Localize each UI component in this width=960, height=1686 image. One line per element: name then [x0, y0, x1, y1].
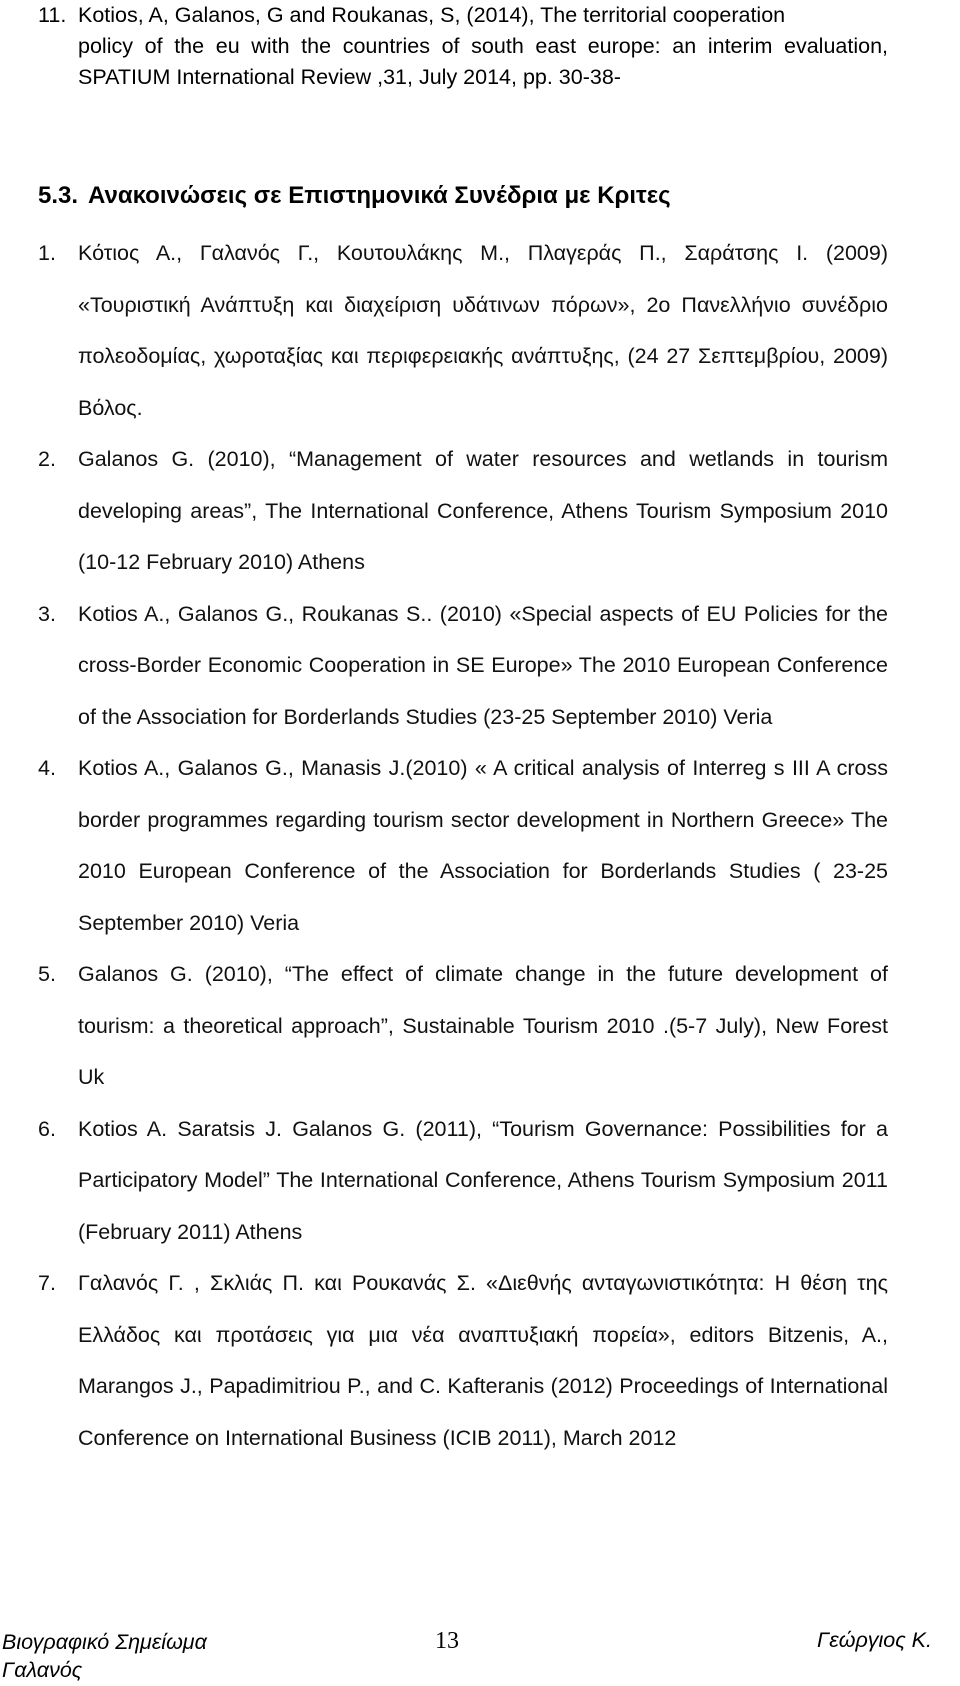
reference-number: 3. [38, 601, 56, 626]
section-title: Ανακοινώσεις σε Επιστημονικά Συνέδρια με Κριτες [88, 182, 671, 209]
footer-left-text: Βιογραφικό Σημείωμα Γαλανός [2, 1630, 207, 1682]
reference-list [38, 228, 888, 1464]
footer-right-text: Γεώργιος Κ. [817, 1628, 932, 1652]
reference-text: Γαλανός Γ. , Σκλιάς Π. και Ρουκανάς Σ. «Διεθνής ανταγωνιστικότητα: Η θέση της Ελλάδος και προτάσεις για μια νέα αναπτυξιακή πορεία», editors Bitzenis, A., Marangos J., Papadimitriou P., and C. Kafteranis (2012) Proceedings of International Conference on International Business (ICIB 2011), March 2012 [78, 1271, 888, 1450]
section-heading [38, 182, 671, 210]
reference-number: 4. [38, 756, 56, 780]
reference-text: Kotios A., Galanos G., Roukanas S.. (2010) «Special aspects of EU Policies for the cross-Border Economic Cooperation in SE Europe» The 2010 European Conference of the Association for Borderlands Studies (23-25 September 2010) Veria [78, 601, 888, 729]
previous-reference [38, 0, 888, 93]
reference-text-line: Kotios, A, Galanos, G and Roukanas, S, (2014), The territorial cooperation [78, 3, 786, 27]
reference-item [38, 949, 888, 1104]
page-number: 13 [435, 1628, 459, 1654]
reference-item [38, 743, 888, 949]
reference-number: 5. [38, 962, 56, 986]
reference-text: Galanos G. (2010), “The effect of climate change in the future development of tourism: a theoretical approach”, Sustainable Tourism 2010 .(5-7 July), New Forest Uk [78, 962, 888, 1089]
reference-item [38, 589, 888, 744]
reference-text: Galanos G. (2010), “Management of water resources and wetlands in tourism developing areas”, The International Conference, Athens Tourism Symposium 2010 (10-12 February 2010) Athens [78, 447, 888, 574]
reference-item [38, 228, 888, 434]
reference-text: Kotios A., Galanos G., Manasis J.(2010) « A critical analysis of Interreg s III A cross border programmes regarding tourism sector development in Northern Greece» The 2010 European Conference of the Association for Borderlands Studies ( 23-25 September 2010) Veria [78, 756, 888, 935]
reference-item [38, 1258, 888, 1464]
section-number: 5.3. [38, 182, 79, 209]
reference-number: 7. [38, 1271, 56, 1295]
reference-item [38, 434, 888, 589]
reference-number: 11. [38, 3, 67, 27]
reference-number: 2. [38, 447, 56, 471]
reference-number: 1. [38, 241, 56, 265]
reference-text: Κότιος Α., Γαλανός Γ., Κουτουλάκης Μ., Πλαγεράς Π., Σαράτσης Ι. (2009) «Τουριστική Ανάπτυξη και διαχείριση υδάτινων πόρων», 2ο Πανελλήνιο συνέδριο πολεοδομίας, χωροταξίας και περιφερειακής ανάπτυξης, (24 27 Σεπτεμβρίου, 2009) Βόλος. [78, 241, 888, 420]
reference-item [38, 1104, 888, 1259]
reference-text: Kotios A. Saratsis J. Galanos G. (2011), “Tourism Governance: Possibilities for a Participatory Model” The International Conference, Athens Tourism Symposium 2011 (February 2011) Athens [78, 1116, 888, 1244]
reference-number: 6. [38, 1116, 56, 1141]
previous-reference-continuation: policy of the eu with the countries of south east europe: an interim evaluation, SPATIUM International Review ,31, July 2014, pp. 30-38- [78, 34, 888, 89]
previous-reference-first-line [38, 0, 888, 31]
